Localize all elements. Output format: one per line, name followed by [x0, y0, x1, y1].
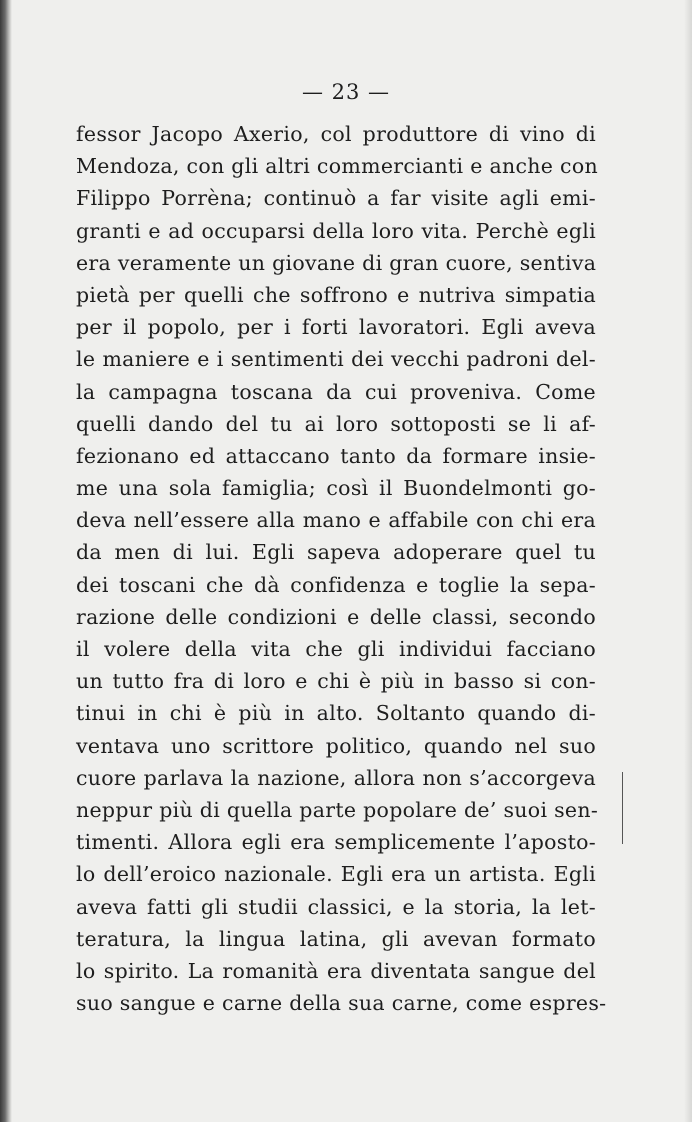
text-line: me una sola famiglia; così il Buondelmonti go-: [76, 476, 596, 501]
page-binding-edge: [0, 0, 12, 1122]
text-line: razione delle condizioni e delle classi, secondo: [76, 604, 596, 629]
text-line: granti e ad occuparsi della loro vita. Perchè egli: [76, 218, 596, 243]
text-line: neppur più di quella parte popolare de’ suoi sen-: [76, 797, 599, 822]
text-line: le maniere e i sentimenti dei vecchi padroni del-: [76, 347, 596, 372]
text-line: tinui in chi è più in alto. Soltanto quando di-: [76, 701, 596, 726]
text-line: Mendoza, con gli altri commercianti e anche con: [76, 154, 598, 179]
text-line: quelli dando del tu ai loro sottoposti se li af-: [76, 411, 596, 436]
margin-mark: [622, 772, 623, 844]
text-line: da men di lui. Egli sapeva adoperare quel tu: [76, 540, 596, 565]
text-line: Filippo Porrèna; continuò a far visite agli emi-: [76, 186, 596, 211]
text-line: suo sangue e carne della sua carne, come espres-: [76, 991, 607, 1016]
text-line: fezionano ed attaccano tanto da formare insie-: [76, 443, 596, 468]
text-line: aveva fatti gli studii classici, e la storia, la let-: [76, 894, 596, 919]
text-line: cuore parlava la nazione, allora non s’accorgeva: [76, 765, 596, 790]
text-line: ventava uno scrittore politico, quando nel suo: [76, 733, 596, 758]
page-number: — 23 —: [301, 80, 391, 104]
text-line: dei toscani che dà confidenza e toglie la sepa-: [76, 572, 596, 597]
text-line: fessor Jacopo Axerio, col produttore di vino di: [76, 122, 596, 146]
text-line: era veramente un giovane di gran cuore, sentiva: [76, 250, 597, 275]
text-line: deva nell’essere alla mano e affabile con chi era: [76, 508, 596, 533]
text-line: per il popolo, per i forti lavoratori. Egli aveva: [76, 315, 596, 340]
text-line: il volere della vita che gli individui facciano: [76, 637, 596, 661]
text-line: timenti. Allora egli era semplicemente l’aposto-: [76, 830, 596, 855]
text-line: lo dell’eroico nazionale. Egli era un artista. Egli: [76, 862, 596, 887]
text-line: la campagna toscana da cui proveniva. Come: [76, 379, 596, 404]
text-line: pietà per quelli che soffrono e nutriva simpatia: [76, 282, 596, 307]
text-line: un tutto fra di loro e chi è più in basso si con-: [76, 669, 596, 694]
page-right-edge: [684, 0, 692, 1122]
body-text: [76, 118, 607, 1019]
text-line: teratura, la lingua latina, gli avevan formato: [76, 926, 596, 951]
text-line: lo spirito. La romanità era diventata sangue del: [76, 958, 596, 983]
